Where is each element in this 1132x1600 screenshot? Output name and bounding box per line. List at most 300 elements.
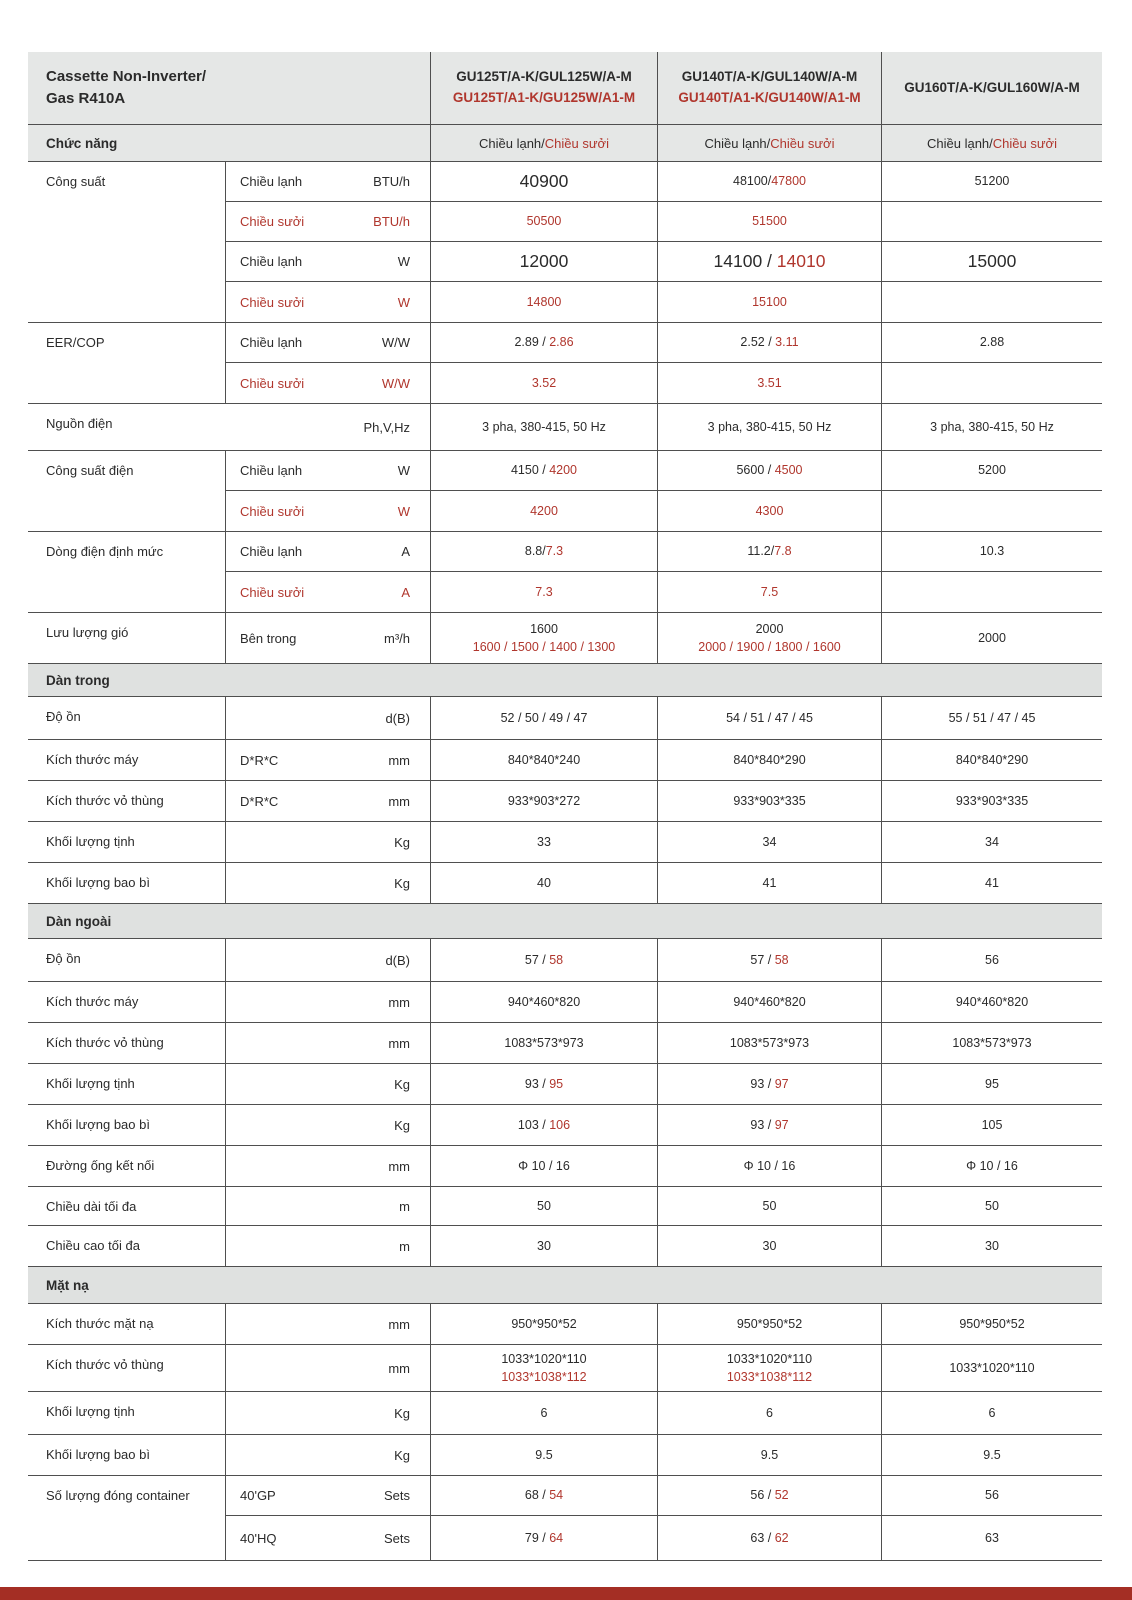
value-line	[983, 1446, 1000, 1464]
value-segment: 1600 / 1500 / 1400 / 1300	[472, 640, 616, 654]
row-label: Chiều cao tối đa	[46, 1238, 140, 1253]
value-line	[527, 293, 562, 311]
sub-unit-cell	[225, 282, 430, 322]
spec-value-cell	[657, 982, 881, 1022]
row-label: Đường ống kết nối	[46, 1158, 155, 1173]
value-segment: Chiều lạnh/	[479, 135, 545, 151]
value-segment: 6	[766, 1405, 773, 1420]
table-header-row	[28, 52, 1102, 125]
value-segment: 1033*1020*110	[949, 1360, 1035, 1375]
row-label: Kích thước mặt nạ	[46, 1316, 154, 1331]
value-line	[733, 993, 805, 1011]
value-line	[763, 1237, 777, 1255]
spec-value-cell	[430, 1187, 657, 1225]
unit-label: m	[399, 1238, 410, 1254]
value-line	[757, 374, 781, 392]
row-group	[28, 1392, 1102, 1435]
product-title-cell	[28, 52, 430, 124]
unit-label: A	[401, 544, 410, 559]
value-segment: 93 /	[524, 1076, 550, 1091]
value-line	[727, 1350, 812, 1368]
product-title-line1: Cassette Non-Inverter/	[46, 68, 207, 86]
sub-unit-cell	[225, 740, 430, 780]
unit-label: mm	[388, 1035, 410, 1051]
sub-unit-cell	[225, 323, 430, 363]
value-segment: 7.3	[535, 584, 553, 599]
value-line	[535, 583, 552, 601]
value-line	[511, 1315, 576, 1333]
value-segment: 33	[537, 834, 551, 849]
spec-value-cell	[430, 1023, 657, 1063]
row-label: Khối lượng tịnh	[46, 1404, 135, 1419]
row-label: Khối lượng bao bì	[46, 1117, 150, 1132]
value-segment: 5200	[978, 463, 1006, 478]
model-name-primary: GU140T/A-K/GUL140W/A-M	[681, 69, 858, 85]
sub-unit-cell	[225, 1105, 430, 1145]
row-label: EER/COP	[46, 335, 105, 350]
value-segment: 56 /	[750, 1488, 775, 1503]
value-line	[949, 1359, 1034, 1377]
value-line	[966, 1157, 1018, 1175]
value-line	[541, 1404, 548, 1422]
row-label: Nguồn điện	[46, 416, 113, 431]
spec-value-cell	[657, 613, 881, 663]
section-bar-label: Mặt nạ	[46, 1277, 89, 1293]
unit-label: Kg	[394, 1117, 410, 1133]
value-line	[956, 751, 1028, 769]
value-line	[530, 620, 558, 638]
spec-value-cell	[881, 1023, 1102, 1063]
value-segment: Φ 10 / 16	[743, 1158, 796, 1173]
sub-unit-cell	[225, 491, 430, 531]
value-line	[985, 951, 999, 969]
spec-value-cell	[657, 1105, 881, 1145]
spec-value-cell	[430, 1392, 657, 1434]
spec-value-cell	[657, 323, 881, 363]
row-label: Lưu lượng gió	[46, 625, 129, 640]
row-label: Dòng điện định mức	[46, 544, 164, 559]
unit-label: Kg	[394, 875, 410, 891]
value-line	[980, 542, 1004, 560]
sub-unit-cell	[225, 532, 430, 572]
value-segment: 40	[537, 875, 551, 890]
value-line	[752, 293, 787, 311]
value-line	[698, 638, 841, 656]
value-line	[518, 1116, 570, 1134]
value-line	[511, 461, 577, 479]
value-line	[504, 1034, 583, 1052]
row-label: Khối lượng bao bì	[46, 1447, 150, 1462]
value-segment: 64	[549, 1530, 564, 1545]
sub-unit-cell	[225, 822, 430, 862]
value-line	[975, 172, 1010, 190]
row-label: Số lượng đóng container	[46, 1488, 190, 1503]
unit-label: mm	[388, 1360, 410, 1376]
spec-value-cell	[657, 781, 881, 821]
value-segment: 3.11	[775, 335, 799, 350]
row-label: Chiều dài tối đa	[46, 1199, 137, 1214]
spec-value-cell	[657, 451, 881, 491]
value-line	[518, 1157, 570, 1175]
value-line	[980, 333, 1004, 351]
spec-value-cell	[881, 697, 1102, 739]
value-segment: 9.5	[760, 1447, 779, 1462]
value-segment: 62	[774, 1530, 789, 1545]
value-segment: 3.51	[757, 375, 782, 390]
model-name-secondary: GU140T/A1-K/GU140W/A1-M	[678, 90, 861, 105]
sub-unit-cell	[225, 1476, 430, 1516]
row-label: Kích thước máy	[46, 994, 139, 1009]
row-label: Kích thước vỏ thùng	[46, 1035, 164, 1050]
spec-value-cell	[881, 1304, 1102, 1344]
sub-unit-cell	[225, 1304, 430, 1344]
value-line	[747, 542, 791, 560]
value-line	[978, 629, 1006, 647]
value-line	[744, 1157, 796, 1175]
value-segment: 940*460*820	[733, 994, 806, 1009]
value-segment: 50	[762, 1198, 777, 1213]
value-line	[730, 1034, 809, 1052]
value-line	[985, 1529, 999, 1547]
sub-label: Chiều lạnh	[240, 544, 303, 559]
spec-value-cell	[881, 323, 1102, 363]
unit-label: mm	[388, 793, 410, 809]
spec-value-cell	[657, 1392, 881, 1434]
sub-unit-cell	[225, 451, 430, 491]
value-segment: 1033*1038*112	[501, 1370, 587, 1384]
value-line	[949, 709, 1036, 727]
value-segment: 34	[762, 834, 777, 849]
sub-unit-cell	[225, 613, 430, 663]
sub-label: 40'GP	[240, 1488, 276, 1503]
spec-value-cell	[881, 1187, 1102, 1225]
row-group	[28, 613, 1102, 664]
spec-value-cell	[657, 822, 881, 862]
value-line	[968, 249, 1017, 274]
value-segment: 51200	[974, 174, 1010, 189]
value-segment: 4300	[755, 503, 784, 518]
spec-value-cell	[881, 1105, 1102, 1145]
spec-value-cell	[881, 740, 1102, 780]
value-line	[726, 709, 813, 727]
sub-label: Chiều sưởi	[240, 503, 305, 519]
value-segment: 30	[537, 1238, 551, 1253]
spec-value-cell	[430, 740, 657, 780]
value-segment: 1083*573*973	[952, 1035, 1032, 1050]
value-segment: 950*950*52	[959, 1316, 1025, 1331]
spec-value-cell	[657, 202, 881, 242]
value-line	[537, 1197, 551, 1215]
value-line	[537, 874, 551, 892]
value-line	[750, 1116, 788, 1134]
model-header-cell	[881, 52, 1102, 124]
row-label: Khối lượng tịnh	[46, 834, 135, 849]
sub-label: Chiều sưởi	[240, 375, 305, 391]
value-segment: 14100 /	[713, 250, 777, 271]
spec-value-cell	[881, 1392, 1102, 1434]
sub-unit-cell	[225, 697, 430, 739]
value-line	[978, 461, 1006, 479]
sub-label: Bên trong	[240, 630, 297, 646]
spec-value-cell	[881, 1435, 1102, 1475]
value-segment: 1033*1038*112	[726, 1370, 813, 1384]
spec-value-cell	[430, 1064, 657, 1104]
spec-value-cell	[430, 1226, 657, 1266]
section-bar-label: Dàn trong	[46, 672, 110, 688]
function-row-values	[430, 125, 1102, 161]
table-body	[28, 162, 1102, 1561]
value-line	[525, 951, 563, 969]
sub-label: Chiều sưởi	[240, 584, 305, 600]
sub-unit-cell	[225, 1392, 430, 1434]
row-group	[28, 1146, 1102, 1187]
value-segment: 41	[762, 875, 777, 890]
spec-value-cell	[657, 1304, 881, 1344]
value-line	[520, 249, 569, 274]
value-line	[537, 1237, 551, 1255]
spec-value-cell	[430, 781, 657, 821]
row-group	[28, 404, 1102, 451]
value-line	[537, 833, 551, 851]
value-segment: 41	[985, 875, 999, 890]
row-group	[28, 1064, 1102, 1105]
sub-label: Chiều sưởi	[240, 214, 305, 229]
row-label: Kích thước vỏ thùng	[46, 1357, 164, 1372]
unit-label: mm	[388, 752, 410, 768]
model-header-cell	[657, 52, 881, 124]
row-group	[28, 1105, 1102, 1146]
spec-value-cell	[430, 162, 657, 202]
sub-unit-cell	[225, 572, 430, 612]
row-group	[28, 1435, 1102, 1476]
value-segment: 840*840*240	[507, 752, 581, 767]
value-line	[714, 249, 826, 274]
value-segment: Chiều lạnh/	[704, 135, 771, 151]
value-segment: 933*903*335	[955, 793, 1029, 808]
value-segment: Φ 10 / 16	[966, 1158, 1018, 1173]
value-line	[750, 1075, 788, 1093]
value-segment: 34	[985, 834, 999, 849]
value-line	[520, 169, 569, 194]
value-segment: 56	[985, 1488, 999, 1503]
unit-label: A	[401, 584, 410, 600]
footer-accent-bar	[0, 1587, 1132, 1600]
spec-value-cell	[657, 572, 881, 612]
model-header-cell	[430, 52, 657, 124]
sub-unit-cell	[225, 404, 430, 450]
value-segment: 14800	[526, 294, 562, 309]
unit-label: mm	[388, 1158, 410, 1174]
value-segment: 52 / 50 / 49 / 47	[500, 710, 588, 725]
spec-value-cell	[657, 532, 881, 572]
sub-unit-cell	[225, 1146, 430, 1186]
spec-value-cell	[881, 863, 1102, 903]
spec-value-cell	[657, 491, 881, 531]
value-segment: 4500	[774, 463, 803, 478]
spec-value-cell	[657, 363, 881, 403]
spec-value-cell	[430, 1345, 657, 1391]
value-line	[752, 212, 787, 230]
value-segment: 3 pha, 380-415, 50 Hz	[930, 419, 1054, 434]
sub-unit-cell	[225, 1023, 430, 1063]
model-name-primary: GU160T/A-K/GUL160W/A-M	[904, 79, 1080, 95]
value-segment: 93 /	[750, 1076, 775, 1091]
spec-value-cell	[657, 939, 881, 981]
spec-value-cell	[430, 1146, 657, 1186]
value-segment: 30	[985, 1238, 999, 1253]
value-segment: 40900	[519, 170, 569, 191]
value-segment: 9.5	[983, 1447, 1001, 1462]
spec-value-cell	[430, 242, 657, 282]
value-line	[930, 418, 1054, 436]
value-line	[508, 792, 580, 810]
value-segment: 105	[981, 1117, 1003, 1132]
value-segment: 15100	[752, 294, 787, 309]
unit-label: mm	[388, 994, 410, 1010]
value-segment: 95	[549, 1076, 564, 1091]
unit-label: m³/h	[384, 630, 410, 646]
row-label: Công suất điện	[46, 463, 134, 478]
sub-unit-cell	[225, 939, 430, 981]
value-segment: 56	[985, 952, 999, 967]
unit-label: mm	[388, 1316, 410, 1332]
value-line	[736, 461, 802, 479]
unit-label: d(B)	[385, 710, 410, 726]
sub-unit-cell	[225, 1516, 430, 1560]
unit-label: W	[397, 294, 410, 310]
value-line	[985, 874, 999, 892]
value-segment: 11.2/	[747, 544, 775, 559]
row-group	[28, 323, 1102, 404]
spec-value-cell	[881, 1064, 1102, 1104]
value-segment: 52	[774, 1488, 789, 1503]
sub-unit-cell	[225, 1226, 430, 1266]
value-segment: 63 /	[750, 1530, 775, 1545]
value-segment: 6	[540, 1405, 548, 1420]
value-line	[473, 638, 616, 656]
sub-unit-cell	[225, 1187, 430, 1225]
spec-value-cell	[881, 1226, 1102, 1266]
sub-label: Chiều lạnh	[240, 174, 303, 189]
spec-value-cell	[430, 1476, 657, 1516]
value-segment: 950*950*52	[511, 1316, 577, 1331]
sub-label: Chiều lạnh	[240, 254, 303, 269]
value-segment: 4150 /	[510, 463, 550, 478]
section-bar	[28, 664, 1102, 697]
spec-value-cell	[881, 532, 1102, 572]
value-segment: 48100/	[733, 174, 772, 189]
value-line	[985, 833, 999, 851]
row-group	[28, 697, 1102, 740]
value-line	[501, 1350, 586, 1368]
sub-label: D*R*C	[240, 793, 279, 809]
spec-value-cell	[430, 404, 657, 450]
spec-value-cell	[430, 697, 657, 739]
value-segment: 10.3	[979, 544, 1005, 559]
spec-value-cell	[881, 282, 1102, 322]
spec-value-cell	[657, 1476, 881, 1516]
row-group	[28, 982, 1102, 1023]
value-line	[956, 993, 1028, 1011]
value-line	[737, 1315, 802, 1333]
value-segment: 4200	[530, 503, 558, 518]
spec-value-cell	[881, 404, 1102, 450]
row-label: Kích thước máy	[46, 752, 139, 767]
value-line	[985, 1486, 999, 1504]
row-group	[28, 532, 1102, 613]
sub-unit-cell	[225, 1435, 430, 1475]
value-segment: 68 /	[524, 1488, 550, 1503]
row-label: Độ ồn	[46, 951, 81, 966]
value-line	[956, 792, 1028, 810]
value-segment: 2.88	[979, 335, 1005, 350]
value-segment: 103 /	[517, 1117, 550, 1132]
sub-label: D*R*C	[240, 752, 279, 768]
value-segment: 5600 /	[736, 463, 775, 478]
unit-label: W	[397, 463, 410, 478]
value-line	[985, 1075, 999, 1093]
sub-unit-cell	[225, 781, 430, 821]
model-name-secondary: GU125T/A1-K/GU125W/A1-M	[452, 90, 636, 105]
unit-label: Kg	[394, 1447, 410, 1463]
function-row	[28, 125, 1102, 162]
model-header-cells	[430, 52, 1102, 124]
value-segment: 54	[549, 1488, 564, 1503]
value-line	[750, 951, 788, 969]
value-segment: 93 /	[750, 1117, 775, 1132]
value-line	[535, 1446, 552, 1464]
spec-value-cell	[430, 202, 657, 242]
spec-value-cell	[657, 242, 881, 282]
value-line	[482, 418, 606, 436]
row-group	[28, 1226, 1102, 1267]
spec-value-cell	[881, 202, 1102, 242]
product-title-line2: Gas R410A	[46, 90, 126, 107]
row-group	[28, 863, 1102, 904]
value-line	[763, 874, 777, 892]
unit-label: Kg	[394, 834, 410, 850]
value-line	[761, 1446, 778, 1464]
spec-value-cell	[657, 1146, 881, 1186]
function-row-label: Chức năng	[46, 135, 118, 151]
spec-value-cell	[430, 451, 657, 491]
spec-value-cell	[881, 1516, 1102, 1560]
value-segment: 1033*1020*110	[501, 1351, 587, 1366]
value-line	[761, 583, 778, 601]
unit-label: Kg	[394, 1405, 410, 1421]
value-line	[525, 1529, 563, 1547]
value-line	[756, 620, 784, 638]
value-segment: 2.89 /	[514, 335, 550, 350]
spec-value-cell	[430, 323, 657, 363]
spec-value-cell	[657, 697, 881, 739]
row-group	[28, 451, 1102, 532]
value-line	[766, 1404, 773, 1422]
row-group	[28, 740, 1102, 781]
row-label: Công suất	[46, 174, 106, 189]
sub-unit-cell	[225, 1345, 430, 1391]
value-line	[530, 502, 558, 520]
spec-value-cell	[881, 1146, 1102, 1186]
value-line	[740, 333, 798, 351]
value-segment: 15000	[967, 250, 1017, 271]
spec-value-cell	[430, 939, 657, 981]
spec-value-cell	[430, 982, 657, 1022]
value-segment: 3.52	[531, 375, 557, 390]
value-segment: Chiều lạnh/	[927, 135, 993, 151]
value-line	[763, 833, 777, 851]
spec-value-cell	[881, 363, 1102, 403]
